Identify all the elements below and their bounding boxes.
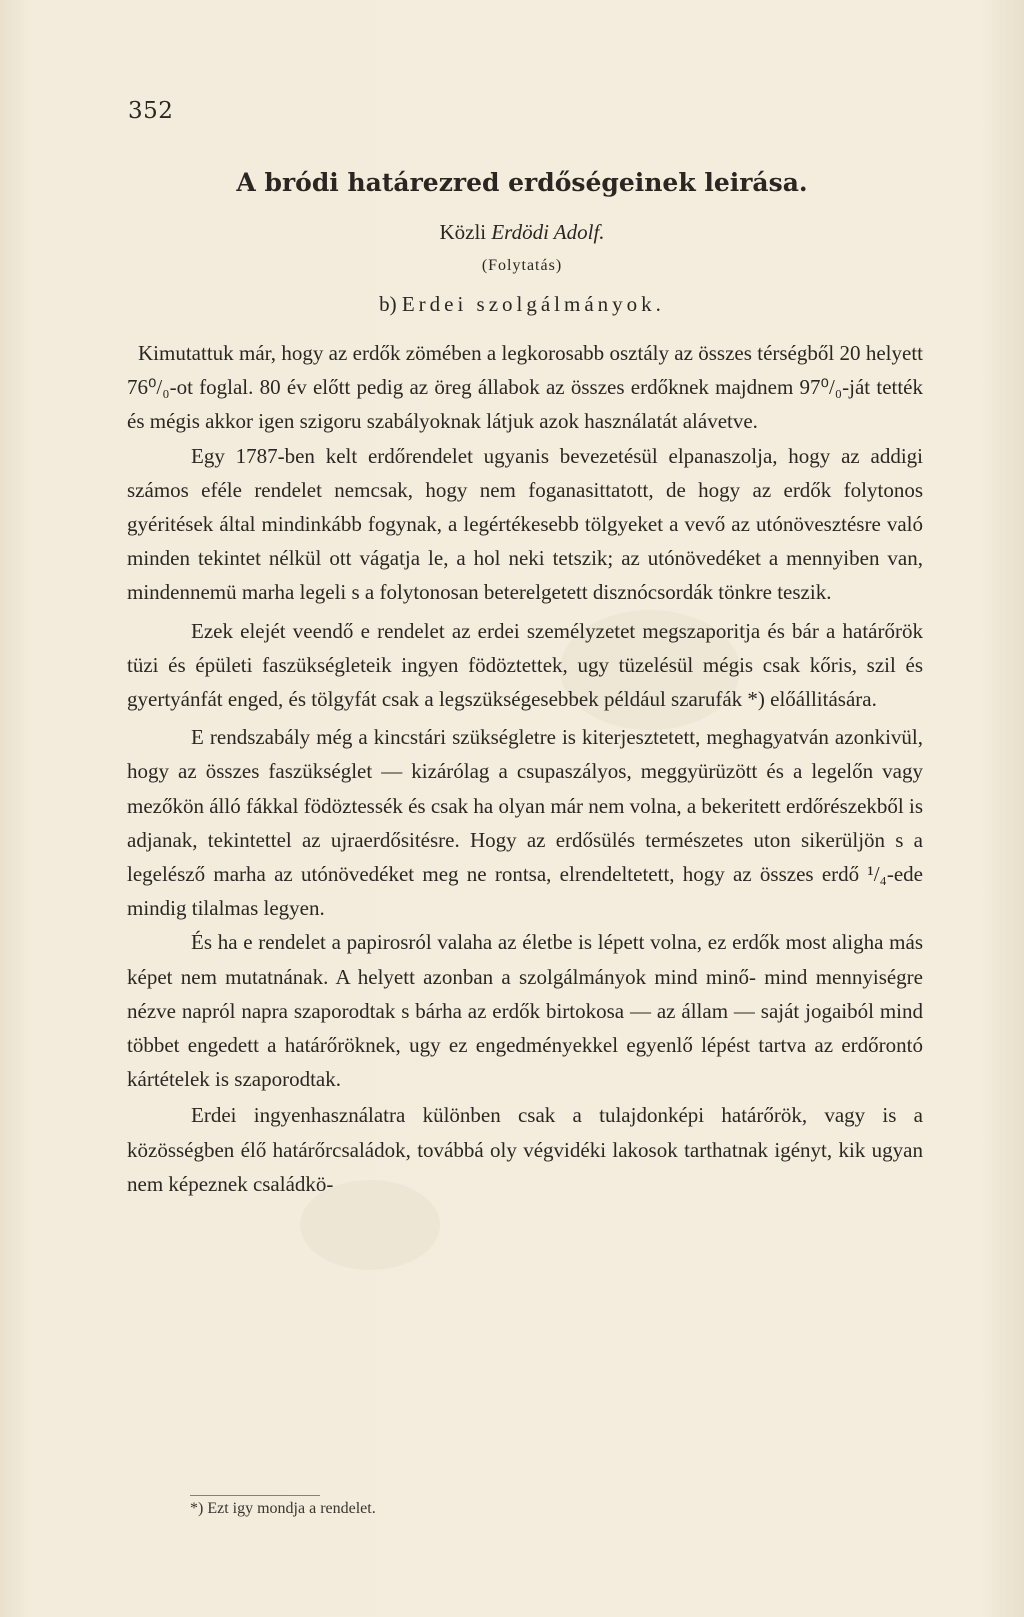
paragraph: Kimutattuk már, hogy az erdők zömében a legkorosabb osztály az összes térségből 20 helyett 76⁰/₀-ot foglal. 80 év előtt pedig az öreg állabok az összes erdőknek majdnem 97⁰/₀-ját tették és mégis akkor igen szigoru szabályoknak látjuk azok használatát alávetve. xyxy=(127,341,923,434)
page-number: 352 xyxy=(128,98,174,124)
paragraph: És ha e rendelet a papirosról valaha az életbe is lépett volna, ez erdők most aligha más képet nem mutatnának. A helyett azonban a szolgálmányok mind minő- mind mennyiségre nézve napról napra szaporodtak s bárha az erdők birtokosa — az állam — saját jogaiból mind többet engedett a határőröknek, ugy ez engedményekkel egyenlő lépést tartva az erdőrontó kártételek is szaporodtak. xyxy=(127,930,923,1092)
footnote: *) Ezt igy mondja a rendelet. xyxy=(190,1500,376,1517)
paragraph: Egy 1787-ben kelt erdőrendelet ugyanis bevezetésül elpanaszolja, hogy az addigi számos eféle rendelet nemcsak, hogy nem foganasittatott, de hogy az erdők folytonos gyéritések által mindinkább fogynak, a legértékesebb tölgyeket a vevő az utónövesztésre való minden tekintet nélkül ott vágatja le, a hol neki tetszik; az utónövedéket a mennyiben van, mindennemü marha legeli s a folytonosan beterelgetett disznócsordák tönkre teszik. xyxy=(127,443,923,605)
article-title: A bródi határezred erdőségeinek leirása. xyxy=(236,168,808,197)
byline xyxy=(0,220,1024,245)
footnote-divider xyxy=(190,1495,320,1496)
section-heading xyxy=(0,292,1024,317)
paragraph: Erdei ingyenhasználatra különben csak a tulajdonképi határőrök, vagy is a közösségben élő határőrcsaládok, továbbá oly végvidéki lakosok tarthatnak igényt, kik ugyan nem képeznek családkö- xyxy=(127,1103,923,1196)
paragraph: Ezek elejét veendő e rendelet az erdei személyzetet megszaporitja és bár a határőrök tüzi és épületi faszükségleteik ingyen födöztettek, ugy tüzelésül mégis csak kőris, szil és gyertyánfát enged, és tölgyfát csak a legszükségesebbek például szarufák *) előállitására. xyxy=(127,618,923,712)
continued-note: (Folytatás) xyxy=(481,257,563,274)
paragraph: E rendszabály még a kincstári szükségletre is kiterjesztetett, meghagyatván azonkivül, hogy az összes faszükséglet — kizárólag a csupaszályos, meggyürüzött és a legelőn vagy mezőkön álló fákkal födöztessék és csak ha olyan már nem volna, a bekeritett erdőrészekből is adjanak, tekintettel az ujraerdősitésre. Hogy az erdősülés természetes uton sikerüljön s a legelésző marha az utónövedéket meg ne rontsa, elrendeltetett, hogy az összes erdő ¹/₄-ede mindig tilalmas legyen. xyxy=(127,725,923,921)
article-body xyxy=(127,336,923,1201)
byline-author: Erdödi Adolf. xyxy=(491,220,605,244)
byline-prefix: Közli xyxy=(439,220,487,244)
section-label: b) xyxy=(379,292,397,316)
section-title: Erdei szolgálmányok. xyxy=(401,292,665,316)
